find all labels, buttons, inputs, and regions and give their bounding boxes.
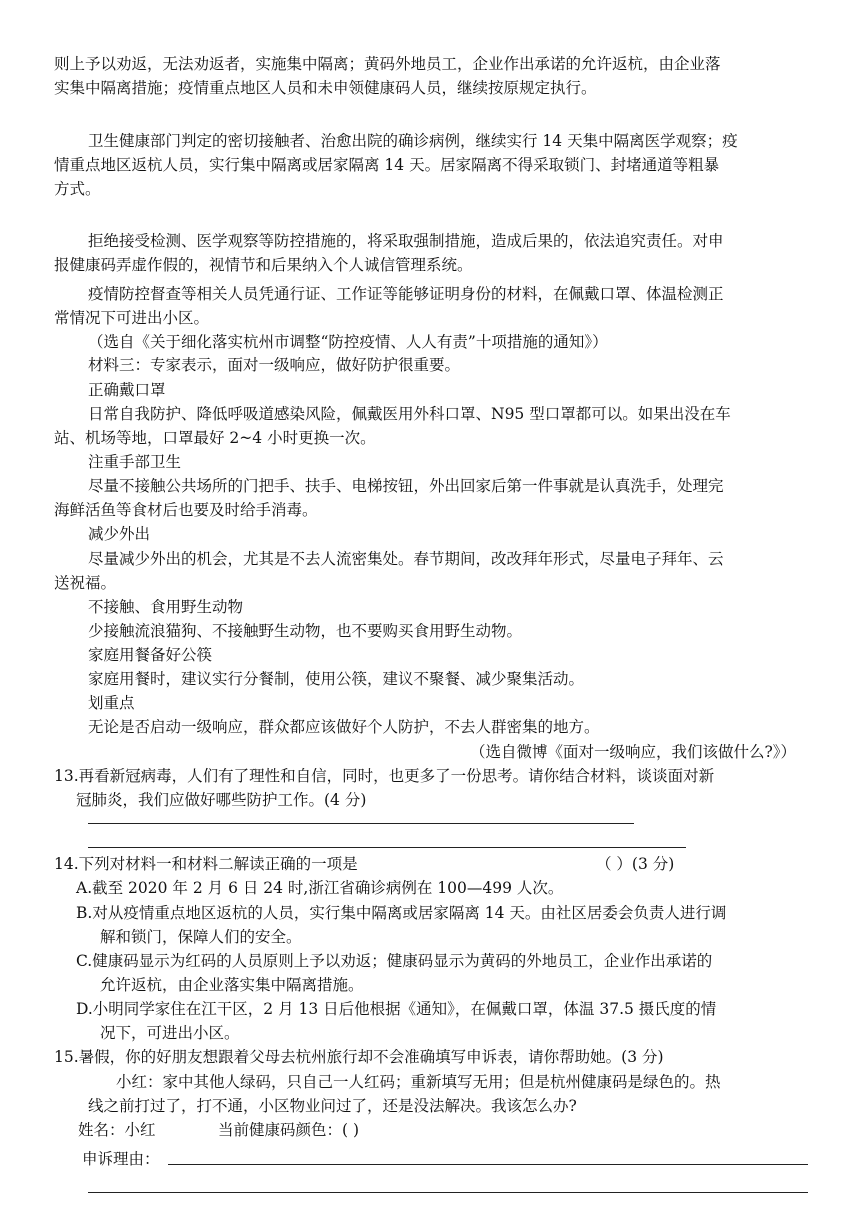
paragraph-line: 报健康码弄虚作假的，视情节和后果纳入个人诚信管理系统。 <box>54 256 473 274</box>
subheading: 划重点 <box>88 694 135 712</box>
option-c-cont: 允许返杭，由企业落实集中隔离措施。 <box>100 976 364 994</box>
subheading: 注重手部卫生 <box>88 453 182 471</box>
paragraph-line: 海鲜活鱼等食材后也要及时给手消毒。 <box>54 501 318 519</box>
option-a[interactable]: A.截至 2020 年 2 月 6 日 24 时,浙江省确诊病例在 100—499 人次。 <box>76 879 564 897</box>
subheading: 不接触、食用野生动物 <box>88 598 244 616</box>
paragraph-line: 尽量减少外出的机会，尤其是不去人流密集处。春节期间，改改拜年形式，尽量电子拜年、云 <box>88 550 724 568</box>
appeal-reason-line[interactable] <box>88 1192 808 1193</box>
health-code-color-field[interactable]: 当前健康码颜色：( ) <box>218 1121 360 1139</box>
paragraph-line: 方式。 <box>54 180 101 198</box>
appeal-reason-label: 申诉理由： <box>82 1150 160 1168</box>
answer-blank[interactable]: （ ）(3 分) <box>596 855 675 873</box>
paragraph-line: 尽量不接触公共场所的门把手、扶手、电梯按钮，外出回家后第一件事就是认真洗手，处理完 <box>88 477 724 495</box>
subheading: 家庭用餐备好公筷 <box>88 646 213 664</box>
scenario-line: 线之前打过了，打不通，小区物业问过了，还是没法解决。我该怎么办? <box>88 1097 577 1115</box>
option-d[interactable]: D.小明同学家住在江干区，2 月 13 日后他根据《通知》，在佩戴口罩，体温 37.5 摄氏度的情 <box>76 1000 717 1018</box>
appeal-reason-line[interactable] <box>168 1164 808 1165</box>
material-heading: 材料三：专家表示，面对一级响应，做好防护很重要。 <box>88 356 461 374</box>
subheading: 减少外出 <box>88 525 151 543</box>
paragraph-line: 常情况下可进出小区。 <box>54 309 210 327</box>
paragraph-line: 则上予以劝返，无法劝返者，实施集中隔离；黄码外地员工，企业作出承诺的允许返杭，由企业落 <box>54 55 721 73</box>
answer-line[interactable] <box>88 823 634 824</box>
question-13: 13.再看新冠病毒，人们有了理性和自信，同时，也更多了一份思考。请你结合材料，谈谈面对新 <box>54 767 715 785</box>
scenario-line: 小红：家中其他人绿码，只自己一人红码；重新填写无用；但是杭州健康码是绿色的。热 <box>116 1073 721 1091</box>
paragraph-line: 家庭用餐时，建议实行分餐制，使用公筷，建议不聚餐、减少聚集活动。 <box>88 670 585 688</box>
paragraph-line: 少接触流浪猫狗、不接触野生动物，也不要购买食用野生动物。 <box>88 622 523 640</box>
answer-line[interactable] <box>88 847 686 848</box>
paragraph-line: 卫生健康部门判定的密切接触者、治愈出院的确诊病例，继续实行 14 天集中隔离医学观察；疫 <box>88 132 738 150</box>
name-label: 姓名：小红 <box>78 1121 156 1139</box>
paragraph-line: 无论是否启动一级响应，群众都应该做好个人防护，不去人群密集的地方。 <box>88 718 600 736</box>
source-citation: （选自《关于细化落实杭州市调整“防控疫情、人人有责”十项措施的通知》） <box>88 333 608 351</box>
subheading: 正确戴口罩 <box>88 381 166 399</box>
question-13-cont: 冠肺炎，我们应做好哪些防护工作。(4 分) <box>76 791 367 809</box>
option-b-cont: 解和锁门，保障人们的安全。 <box>100 928 302 946</box>
source-citation: （选自微博《面对一级响应，我们该做什么?》） <box>469 743 796 761</box>
paragraph-line: 情重点地区返杭人员，实行集中隔离或居家隔离 14 天。居家隔离不得采取锁门、封堵通道等粗暴 <box>54 156 720 174</box>
option-b[interactable]: B.对从疫情重点地区返杭的人员，实行集中隔离或居家隔离 14 天。由社区居委会负责人进行调 <box>76 904 727 922</box>
paragraph-line: 日常自我防护、降低呼吸道感染风险，佩戴医用外科口罩、N95 型口罩都可以。如果出没在车 <box>88 405 731 423</box>
question-15: 15.暑假，你的好朋友想跟着父母去杭州旅行却不会准确填写申诉表，请你帮助她。(3 分) <box>54 1048 664 1066</box>
option-d-cont: 况下，可进出小区。 <box>100 1024 240 1042</box>
question-14: 14.下列对材料一和材料二解读正确的一项是 <box>54 855 358 873</box>
paragraph-line: 站、机场等地，口罩最好 2~4 小时更换一次。 <box>54 429 376 447</box>
option-c[interactable]: C.健康码显示为红码的人员原则上予以劝返；健康码显示为黄码的外地员工，企业作出承诺的 <box>76 952 713 970</box>
paragraph-line: 实集中隔离措施；疫情重点地区人员和未申领健康码人员，继续按原规定执行。 <box>54 79 597 97</box>
paragraph-line: 疫情防控督查等相关人员凭通行证、工作证等能够证明身份的材料，在佩戴口罩、体温检测正 <box>88 285 724 303</box>
paragraph-line: 拒绝接受检测、医学观察等防控措施的，将采取强制措施，造成后果的，依法追究责任。对申 <box>88 232 724 250</box>
paragraph-line: 送祝福。 <box>54 574 117 592</box>
